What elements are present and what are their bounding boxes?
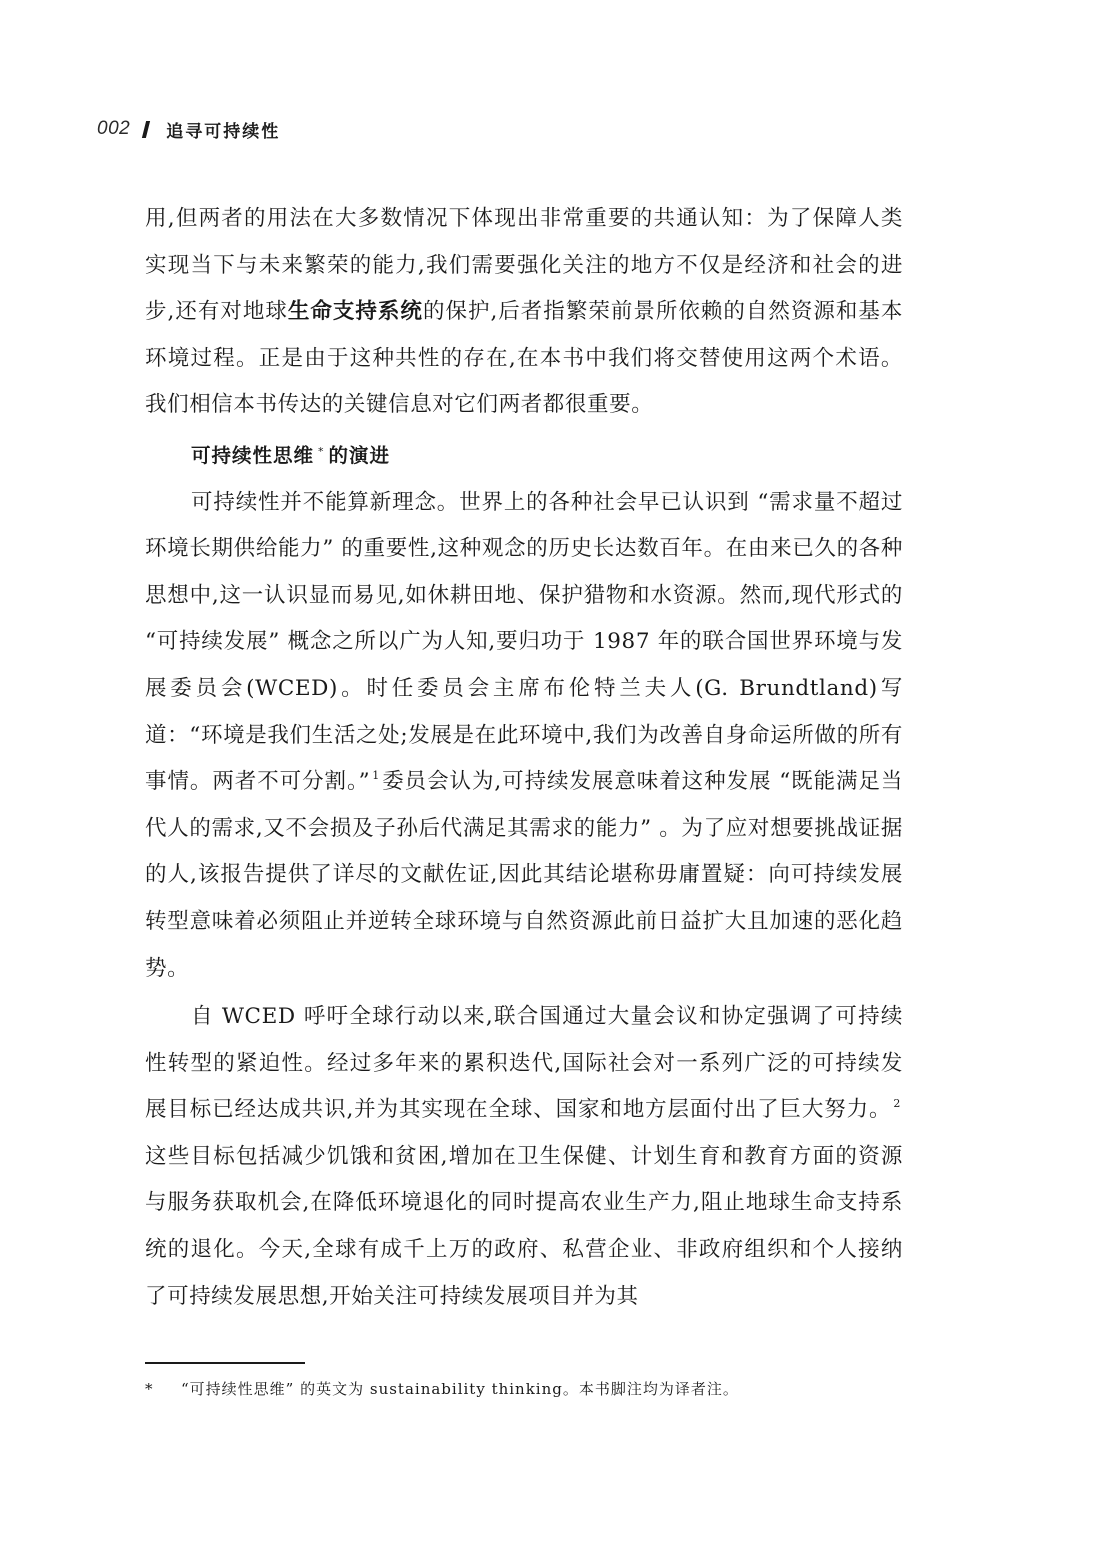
section-heading	[145, 429, 903, 480]
book-title: 追寻可持续性	[166, 121, 281, 142]
paragraph-2-text: 可持续性并不能算新理念。世界上的各种社会早已认识到 “需求量不超过环境长期供给能力” 的重要性,这种观念的历史长达数百年。在由来已久的各种思想中,这一认识显而易见,如休耕田地、保护猎物和水资源。然而,现代形式的 “可持续发展” 概念之所以广为人知,要归功于 1987 年的联合国世界环境与发展委员会(WCED)。时任委员会主席布伦特兰夫人(G. Brundtland)写道：“环境是我们生活之处;发展是在此环境中,我们为改善自身命运所做的所有事情。两者不可分割。”	[145, 489, 903, 795]
paragraph-1-text: 用,但两者的用法在大多数情况下体现出非常重要的共通认知：为了保障人类实现当下与未来繁荣的能力,我们需要强化关注的地方不仅是经济和社会的进步,还有对地球	[145, 206, 903, 325]
paragraph-2	[145, 480, 903, 993]
paragraph-3-text-end: 这些目标包括减少饥饿和贫困,增加在卫生保健、计划生育和教育方面的资源与服务获取机会,在降低环境退化的同时提高农业生产力,阻止地球生命支持系统的退化。今天,全球有成千上万的政府、私营企业、非政府组织和个人接纳了可持续发展思想,开始关注可持续发展项目并为其	[145, 1143, 903, 1309]
footnote	[145, 1377, 905, 1401]
page-number: 002	[97, 118, 131, 139]
paragraph-1-text-end: 的保护,后者指繁荣前景所依赖的自然资源和基本环境过程。正是由于这种共性的存在,在本书中我们将交替使用这两个术语。我们相信本书传达的关键信息对它们两者都很重要。	[145, 299, 903, 418]
footnote-reference-2: 2	[893, 1097, 901, 1111]
footnote-text: “可持续性思维” 的英文为 sustainability thinking。本书脚注均为译者注。	[181, 1380, 739, 1398]
paragraph-3	[145, 994, 903, 1320]
footnote-marker: *	[145, 1380, 154, 1398]
footnote-reference-1: 1	[372, 769, 380, 783]
footnote-divider	[145, 1362, 305, 1364]
header-divider	[142, 121, 150, 138]
paragraph-3-text: 自 WCED 呼吁全球行动以来,联合国通过大量会议和协定强调了可持续性转型的紧迫性。经过多年来的累积迭代,国际社会对一系列广泛的可持续发展目标已经达成共识,并为其实现在全球、国家和地方层面付出了巨大努力。	[145, 1004, 903, 1123]
section-heading-footnote-marker: *	[318, 444, 325, 458]
body-text	[145, 196, 903, 1320]
paragraph-1	[145, 196, 903, 429]
emphasis-life-support-system: 生命支持系统	[287, 299, 423, 325]
section-heading-text: 可持续性思维	[191, 443, 315, 467]
running-header	[97, 114, 280, 144]
section-heading-suffix: 的演进	[328, 443, 391, 467]
paragraph-2-text-end: 委员会认为,可持续发展意味着这种发展 “既能满足当代人的需求,又不会损及子孙后代满足其需求的能力” 。为了应对想要挑战证据的人,该报告提供了详尽的文献佐证,因此其结论堪称毋庸置疑：向可持续发展转型意味着必须阻止并逆转全球环境与自然资源此前日益扩大且加速的恶化趋势。	[145, 769, 904, 981]
